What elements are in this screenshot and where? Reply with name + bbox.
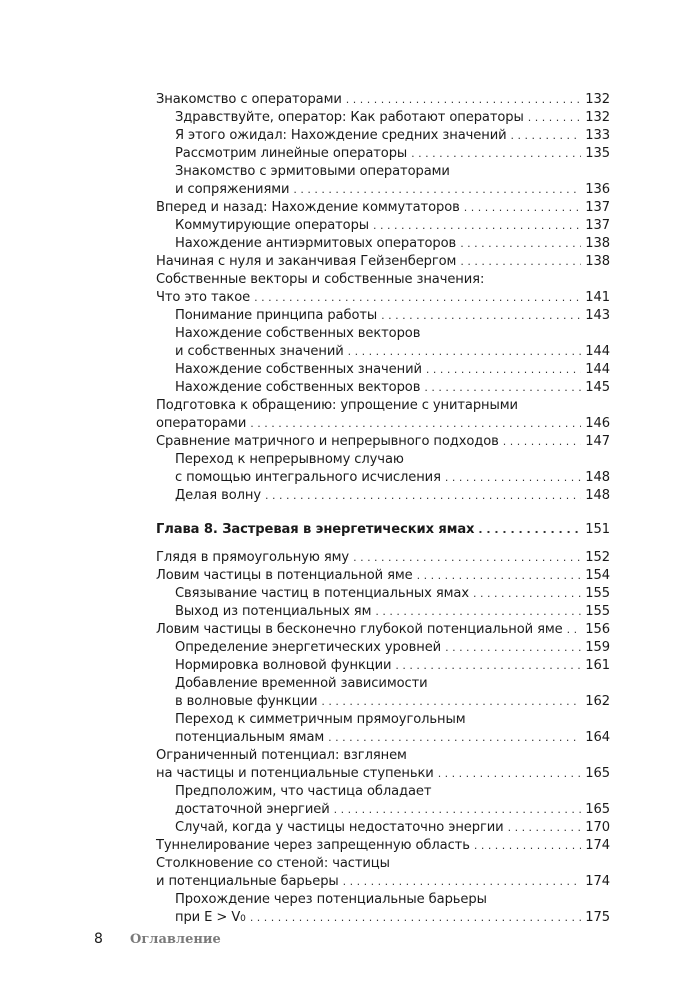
toc-entry[interactable] [156,199,610,217]
toc-page-number: 138 [585,254,610,269]
toc-entry-title: Определение энергетических уровней [175,640,442,655]
toc-page-number: 152 [585,550,610,565]
toc-page-number: 143 [585,308,610,323]
toc-entry-title: Связывание частиц в потенциальных ямах [175,586,470,601]
dot-leader [265,487,581,505]
dot-leader [375,603,581,621]
toc-entry[interactable] [156,801,610,819]
toc-entry-title: Нахождение антиэрмитовых операторов [175,236,457,251]
toc-entry-title: Собственные векторы и собственные значения: [156,272,485,287]
running-title: Оглавление [130,932,221,947]
dot-leader [445,639,581,657]
toc-entry[interactable] [156,621,610,639]
toc-page-number: 151 [585,522,610,537]
toc-entry[interactable] [156,469,610,487]
toc-entry[interactable] [156,289,610,307]
toc-page-number: 165 [585,802,610,817]
toc-page-number: 146 [585,416,610,431]
toc-entry-title: Туннелирование через запрещенную область [156,838,470,853]
toc-entry[interactable] [156,747,610,765]
toc-entry[interactable] [156,217,610,235]
toc-entry[interactable] [156,181,610,199]
toc-entry-title: Ловим частицы в потенциальной яме [156,568,413,583]
toc-entry[interactable] [156,855,610,873]
toc-page-number: 156 [585,622,610,637]
toc-entry-title: Рассмотрим линейные операторы [175,146,408,161]
toc-entry-title: Нахождение собственных векторов [175,326,421,341]
toc-entry[interactable] [156,837,610,855]
toc-entry-title: Добавление временной зависимости [175,676,428,691]
toc-entry-title: Нахождение собственных значений [175,362,422,377]
toc-entry-title: Ловим частицы в бесконечно глубокой потенциальной яме [156,622,563,637]
toc-entry[interactable] [156,487,610,505]
toc-entry[interactable] [156,711,610,729]
toc-entry[interactable]: при E > V 0 . . . 175 [156,909,610,927]
toc-page-number: 148 [585,488,610,503]
toc-entry-title: Глядя в прямоугольную яму [156,550,350,565]
toc-entry-title: Что это такое [156,290,251,305]
toc-entry[interactable] [156,415,610,433]
toc-entry-title: и потенциальные барьеры [156,874,339,889]
toc-page-number: 132 [585,92,610,107]
dot-leader [411,145,581,163]
toc-entry-title: с помощью интегрального исчисления [175,470,441,485]
toc-page-number: 137 [585,218,610,233]
toc-entry-title: Понимание принципа работы [175,308,378,323]
chapter-spacer [156,539,610,549]
toc-entry-title: Нормировка волновой функции [175,658,392,673]
toc-entry[interactable] [156,549,610,567]
toc-page-number: 154 [585,568,610,583]
toc-page-number: 132 [585,110,610,125]
toc-page-number: 159 [585,640,610,655]
toc-entry[interactable] [156,145,610,163]
toc-page-number: 144 [585,362,610,377]
dot-leader [381,307,581,325]
toc-page-number: 155 [585,604,610,619]
toc-page-number: 174 [585,874,610,889]
toc-entry-title: на частицы и потенциальные ступеньки [156,766,434,781]
dot-leader [473,585,581,603]
toc-page-number: 136 [585,182,610,197]
toc-page-number: 165 [585,766,610,781]
toc-entry[interactable] [156,693,610,711]
dot-leader [503,433,582,451]
dot-leader [250,415,581,433]
toc-page-number: 135 [585,146,610,161]
toc-entry[interactable] [156,675,610,693]
toc-entry-title: Подготовка к обращению: упрощение с унитарными [156,398,518,413]
toc-entry-title: в волновые функции [175,694,318,709]
dot-leader [567,621,582,639]
dot-leader [478,521,581,539]
toc-entry[interactable] [156,639,610,657]
toc-entry[interactable] [156,657,610,675]
toc-entry[interactable] [156,603,610,621]
toc-entry-title: Делая волну [175,488,262,503]
toc-entry-title: Столкновение со стеной: частицы [156,856,390,871]
toc-page-number: 170 [585,820,610,835]
toc-page-number: 147 [585,434,610,449]
toc-entry-title: Ограниченный потенциал: взглянем [156,748,407,763]
toc-page-number: 174 [585,838,610,853]
toc-entry[interactable] [156,253,610,271]
toc-entry[interactable] [156,361,610,379]
toc-entry[interactable] [156,585,610,603]
toc-entry[interactable] [156,127,610,145]
toc-entry[interactable] [156,379,610,397]
dot-leader [508,819,582,837]
dot-leader [348,343,582,361]
dot-leader [511,127,582,145]
toc-page-number: 148 [585,470,610,485]
toc-page-number: 133 [585,128,610,143]
toc-entry[interactable] [156,271,610,289]
toc-entry-title: Вперед и назад: Нахождение коммутаторов [156,200,460,215]
section-gap [156,505,610,521]
toc-entry-title: Глава 8. Застревая в энергетических ямах [156,522,475,537]
toc-entry-title: Нахождение собственных векторов [175,380,421,395]
toc-entry-title: Переход к непрерывному случаю [175,452,404,467]
page-footer [94,931,221,951]
toc-entry-title: Знакомство с операторами [156,92,342,107]
toc-entry-title: и собственных значений [175,344,344,359]
dot-leader [474,837,581,855]
toc-entry[interactable] [156,397,610,415]
toc-entry[interactable] [156,91,610,109]
dot-leader [293,181,581,199]
toc-entry[interactable] [156,163,610,181]
dot-leader [373,217,581,235]
toc-entry[interactable] [156,783,610,801]
toc-page-number: 161 [585,658,610,673]
toc-entry[interactable] [156,891,610,909]
dot-leader [250,909,581,927]
toc-entry[interactable] [156,451,610,469]
dot-leader [424,379,581,397]
toc-entry-title: Выход из потенциальных ям [175,604,372,619]
toc-page-number: 162 [585,694,610,709]
toc-entry[interactable] [156,325,610,343]
dot-leader [445,469,581,487]
toc-entry-title: Коммутирующие операторы [175,218,370,233]
toc-entry-title: Сравнение матричного и непрерывного подходов [156,434,499,449]
toc-entry-title: потенциальным ямам [175,730,325,745]
dot-leader [438,765,582,783]
dot-leader [464,199,582,217]
toc-chapter-entry[interactable] [156,521,610,539]
toc-entry-title: Здравствуйте, оператор: Как работают операторы [175,110,524,125]
dot-leader [346,91,582,109]
toc-entry[interactable] [156,433,610,451]
toc-page-number: 141 [585,290,610,305]
toc-entry[interactable] [156,729,610,747]
toc-page-number: 145 [585,380,610,395]
toc-entry-title: операторами [156,416,247,431]
toc-entry[interactable] [156,109,610,127]
dot-leader [321,693,581,711]
table-of-contents [156,91,610,927]
toc-entry[interactable] [156,235,610,253]
toc-entry[interactable] [156,765,610,783]
toc-entry-title: Переход к симметричным прямоугольным [175,712,466,727]
dot-leader [417,567,582,585]
toc-page-number: 137 [585,200,610,215]
dot-leader [460,235,581,253]
toc-entry-title: и сопряжениями [175,182,290,197]
toc-entry[interactable] [156,343,610,361]
dot-leader [395,657,581,675]
dot-leader [426,361,581,379]
toc-entry-title: Прохождение через потенциальные барьеры [175,892,487,907]
toc-entry-title: Предположим, что частица обладает [175,784,432,799]
toc-entry-title: Я этого ожидал: Нахождение средних значений [175,128,507,143]
dot-leader [334,801,582,819]
dot-leader [328,729,581,747]
toc-page-number: 175 [585,910,610,925]
dot-leader [343,873,582,891]
toc-entry-title: при E > V [175,910,241,925]
toc-entry-title: Начиная с нуля и заканчивая Гейзенбергом [156,254,457,269]
toc-entry[interactable] [156,567,610,585]
dot-leader [254,289,581,307]
toc-entry[interactable] [156,307,610,325]
toc-entry[interactable] [156,819,610,837]
toc-page-number: 164 [585,730,610,745]
toc-page-number: 138 [585,236,610,251]
dot-leader [528,109,582,127]
dot-leader [460,253,581,271]
toc-page-number: 144 [585,344,610,359]
page-number: 8 [94,931,103,947]
toc-page-number: 155 [585,586,610,601]
toc-entry-title: Знакомство с эрмитовыми операторами [175,164,450,179]
toc-entry-title: Случай, когда у частицы недостаточно энергии [175,820,504,835]
toc-entry-title: достаточной энергией [175,802,330,817]
dot-leader [353,549,581,567]
toc-entry[interactable] [156,873,610,891]
